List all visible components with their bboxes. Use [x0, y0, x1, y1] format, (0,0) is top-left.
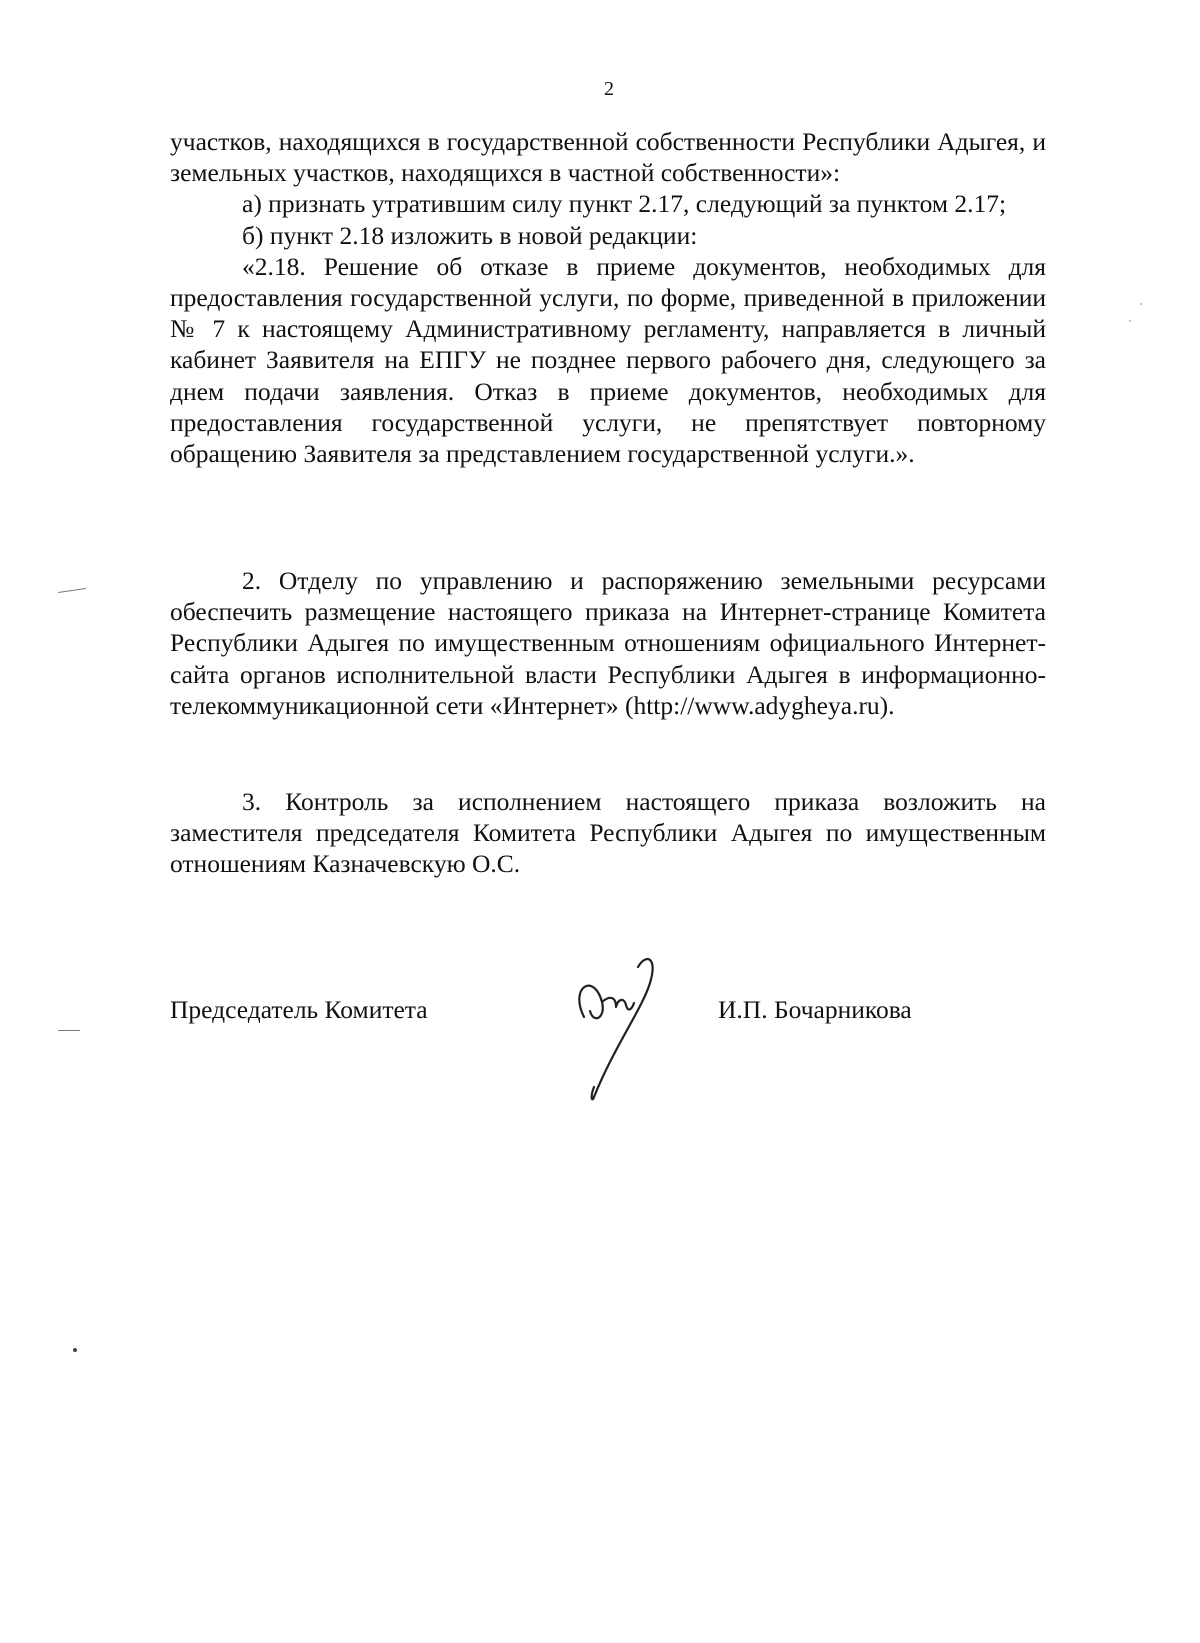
point-3-section [170, 786, 1046, 880]
point-3-paragraph: 3. Контроль за исполнением настоящего приказа возложить на заместителя председателя Комитета Республики Адыгея по имущественным отношениям Казначевскую О.С. [170, 787, 1046, 879]
signatory-title: Председатель Комитета [170, 995, 428, 1024]
item-b-paragraph: б) пункт 2.18 изложить в новой редакции: [242, 220, 698, 250]
scan-artifact [58, 588, 86, 593]
handwritten-signature [554, 947, 664, 1107]
scan-artifact [58, 1030, 80, 1031]
intro-paragraph: участков, находящихся в государственной собственности Республики Адыгея, и земельных участков, находящихся в частной собственности»: [170, 127, 1046, 188]
point-2-paragraph: 2. Отделу по управлению и распоряжению земельными ресурсами обеспечить размещение настоящего приказа на Интернет-странице Комитета Республики Адыгея по имущественным отношениям официального Интернет-сайта органов исполнительной власти Республики Адыгея в информационно-телекоммуникационной сети «Интернет» (http://www.adygheya.ru). [170, 566, 1046, 720]
scan-artifact [1129, 320, 1131, 322]
signatory-name: И.П. Бочарникова [718, 995, 912, 1024]
scan-artifact [73, 1348, 77, 1352]
page-number: 2 [604, 78, 614, 100]
scan-artifact [1140, 303, 1142, 305]
point-2-section [170, 565, 1046, 721]
amendment-section [170, 126, 1046, 469]
quote-paragraph: «2.18. Решение об отказе в приеме документов, необходимых для предоставления государственной услуги, по форме, приведенной в приложении № 7 к настоящему Административному регламенту, направляется в личный кабинет Заявителя на ЕПГУ не позднее первого рабочего дня, следующего за днем подачи заявления. Отказ в приеме документов, необходимых для предоставления государственной услуги, не препятствует повторному обращению Заявителя за представлением государственной услуги.». [170, 251, 1046, 469]
item-a-paragraph: а) признать утратившим силу пункт 2.17, следующий за пунктом 2.17; [242, 189, 1007, 219]
